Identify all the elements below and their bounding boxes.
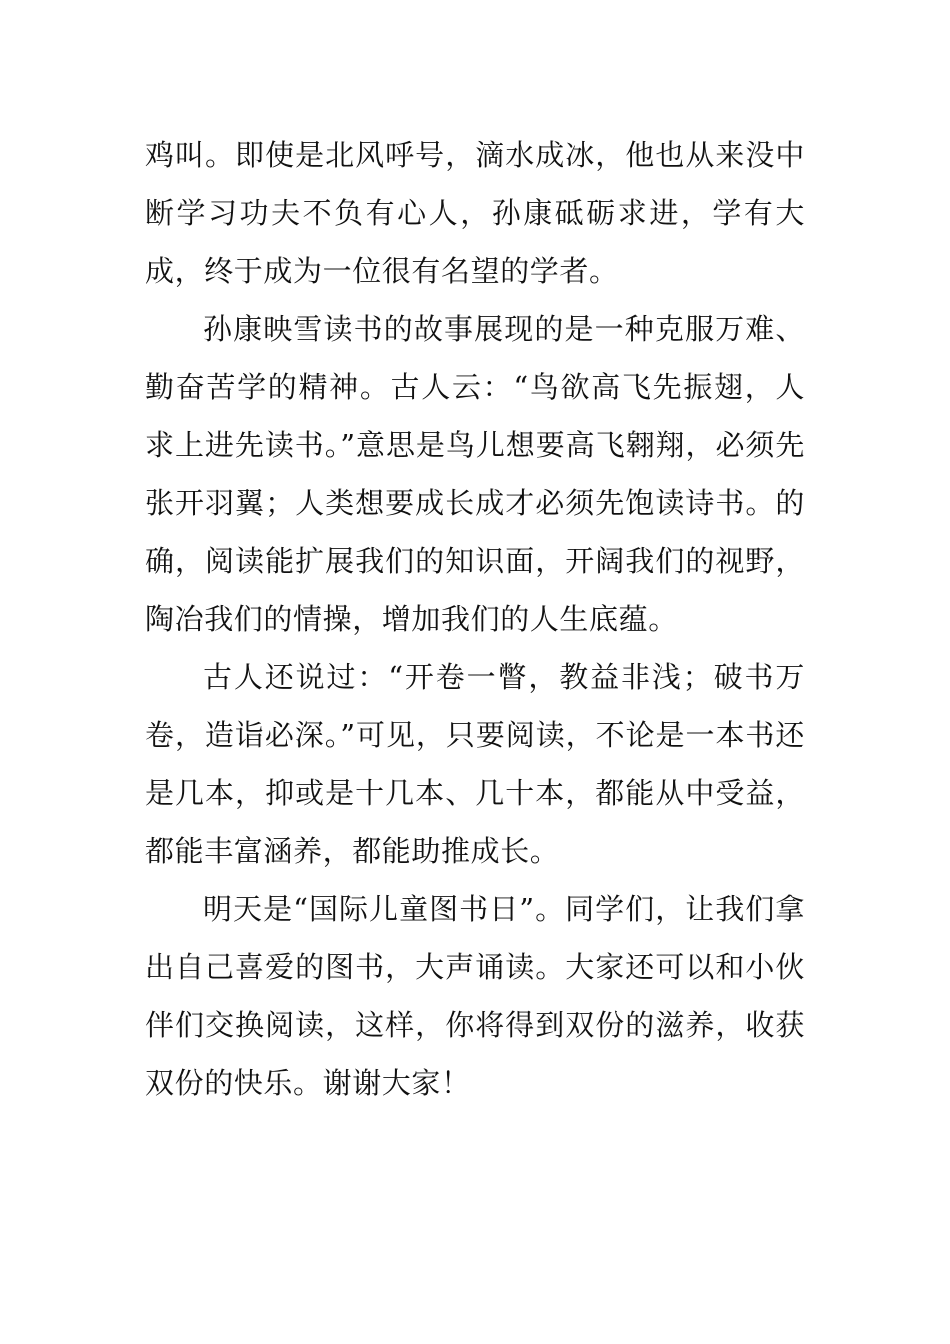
paragraph-3: 古人还说过：“开卷一瞥，教益非浅；破书万卷，造诣必深。”可见，只要阅读，不论是一本书还是几本，抑或是十几本、几十本，都能从中受益，都能丰富涵养，都能助推成长。 — [145, 660, 805, 868]
paragraph-1: 鸡叫。即使是北风呼号，滴水成冰，他也从来没中断学习功夫不负有心人，孙康砥砺求进，学有大成，终于成为一位很有名望的学者。 — [145, 138, 805, 288]
paragraph-4: 明天是“国际儿童图书日”。同学们，让我们拿出自己喜爱的图书，大声诵读。大家还可以和小伙伴们交换阅读，这样，你将得到双份的滋养，收获双份的快乐。谢谢大家！ — [145, 892, 805, 1100]
paragraph-2: 孙康映雪读书的故事展现的是一种克服万难、勤奋苦学的精神。古人云：“鸟欲高飞先振翅，人求上进先读书。”意思是鸟儿想要高飞翱翔，必须先张开羽翼；人类想要成长成才必须先饱读诗书。的确，阅读能扩展我们的知识面，开阔我们的视野，陶冶我们的情操，增加我们的人生底蕴。 — [145, 312, 805, 636]
document-body — [145, 126, 805, 1112]
